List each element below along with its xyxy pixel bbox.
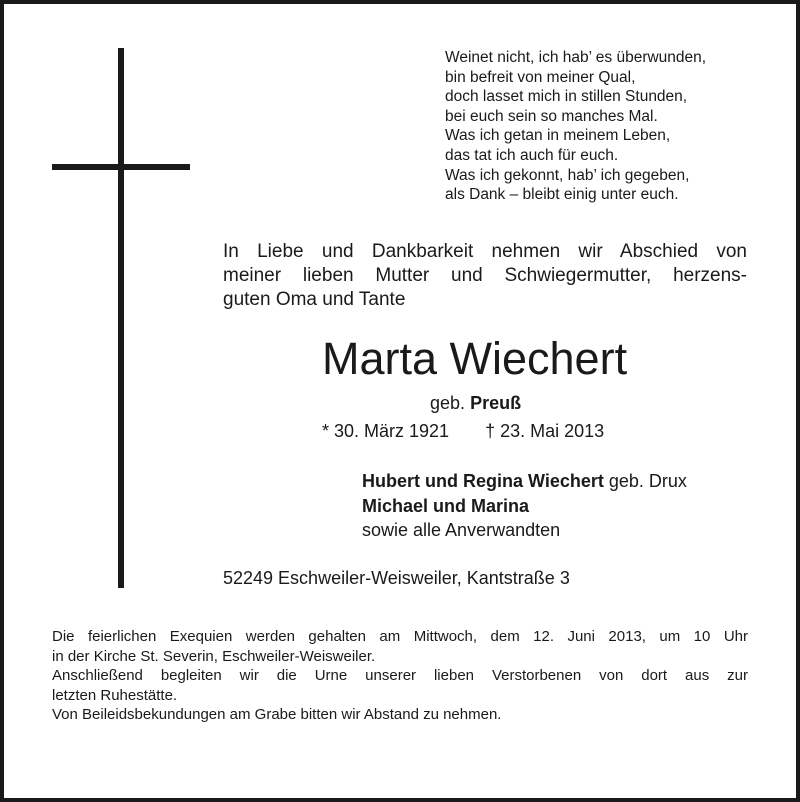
life-dates <box>322 420 604 442</box>
mourner-names: Hubert und Regina Wiechert <box>362 471 604 491</box>
maiden-name <box>430 392 521 414</box>
poem-line: als Dank – bleibt einig unter euch. <box>445 186 679 204</box>
birth-date: * 30. März 1921 <box>322 421 450 441</box>
farewell-intro <box>223 240 747 312</box>
address: 52249 Eschweiler-Weisweiler, Kantstraße 3 <box>223 568 570 588</box>
cross-vertical-beam <box>118 48 124 588</box>
poem-line: Weinet nicht, ich hab’ es überwunden, <box>445 49 707 66</box>
service-line: Von Beileidsbekundungen am Grabe bitten wir Abstand zu nehmen. <box>52 706 502 724</box>
poem-line: bei euch sein so manches Mal. <box>445 107 658 125</box>
service-info <box>52 627 748 725</box>
service-line: letzten Ruhestätte. <box>52 686 178 704</box>
poem-line: Was ich getan in meinem Leben, <box>445 127 671 145</box>
death-date: † 23. Mai 2013 <box>485 421 605 441</box>
service-line: Die feierlichen Exequien werden gehalten am Mittwoch, dem 12. Juni 2013, um 10 Uhr <box>52 628 748 645</box>
intro-line: guten Oma und Tante <box>223 289 406 310</box>
poem-line: das tat ich auch für euch. <box>445 146 619 164</box>
poem-line: doch lasset mich in stillen Stunden, <box>445 88 688 106</box>
poem-line: Was ich gekonnt, hab’ ich gegeben, <box>445 166 690 184</box>
mourners <box>362 469 687 543</box>
mourner-note: geb. Drux <box>603 471 687 491</box>
intro-line: meiner lieben Mutter und Schwiegermutter, herzens- <box>223 265 747 286</box>
mourner-line: sowie alle Anverwandten <box>362 520 561 540</box>
service-line: in der Kirche St. Severin, Eschweiler-Weisweiler. <box>52 647 376 665</box>
mourner-line <box>362 469 687 494</box>
poem-line: bin befreit von meiner Qual, <box>445 68 636 86</box>
poem <box>445 48 775 205</box>
mourner-line <box>362 494 687 519</box>
cross-horizontal-beam <box>52 164 190 170</box>
maiden-name-prefix: geb. <box>430 393 466 413</box>
mourner-names: Michael und Marina <box>362 495 530 516</box>
deceased-name: Marta Wiechert <box>322 333 628 384</box>
service-line: Anschließend begleiten wir die Urne unserer lieben Verstorbenen von dort aus zur <box>52 667 748 685</box>
intro-line: In Liebe und Dankbarkeit nehmen wir Abschied von <box>223 241 747 262</box>
maiden-name-value: Preuß <box>470 393 522 413</box>
